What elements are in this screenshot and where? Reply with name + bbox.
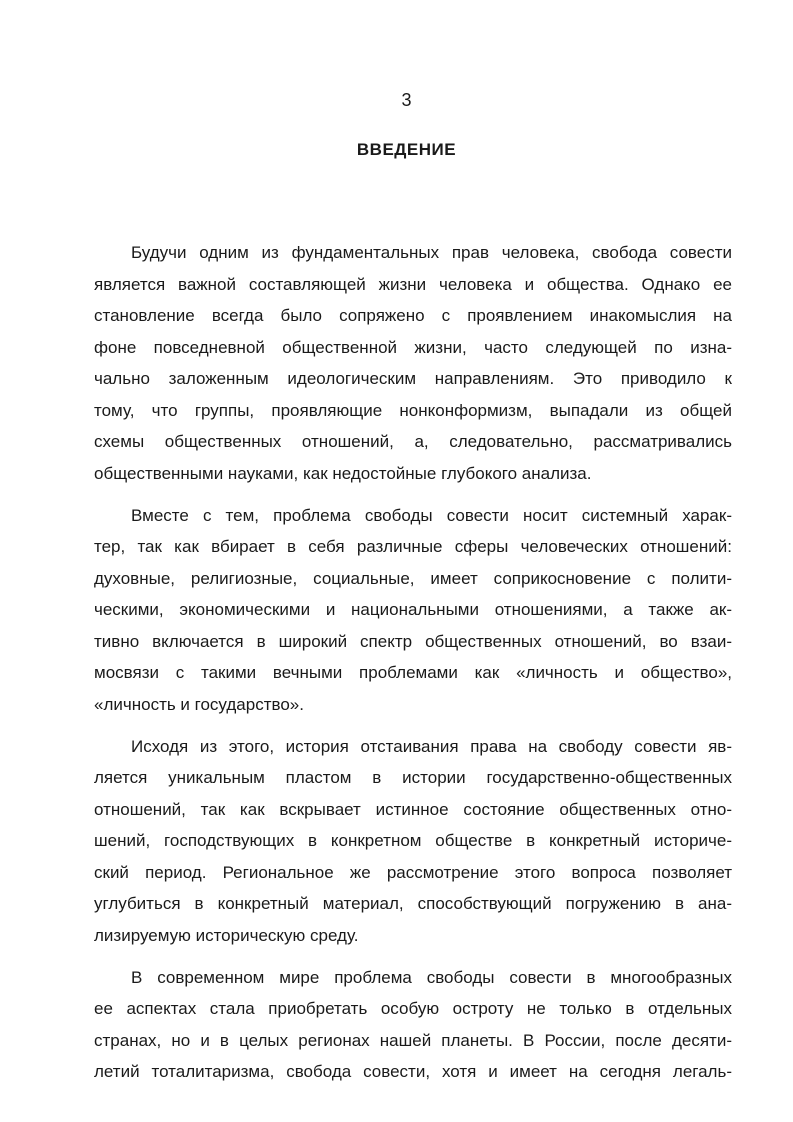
- text-line: чально заложенным идеологическим направлениям. Это приводило к: [94, 369, 732, 388]
- text-line: ческими, экономическими и национальными отношениями, а также ак-: [94, 600, 732, 619]
- text-line: шений, господствующих в конкретном обществе в конкретный историче-: [94, 831, 732, 850]
- text-line: тивно включается в широкий спектр общественных отношений, во взаи-: [94, 631, 732, 651]
- paragraph-gap: [94, 720, 732, 731]
- text-line: тому, что группы, проявляющие нонконформизм, выпадали из общей: [94, 400, 732, 420]
- paragraph: [94, 962, 732, 1088]
- text-line: мосвязи с такими вечными проблемами как «личность и общество»,: [94, 663, 732, 682]
- text-line: духовные, религиозные, социальные, имеет соприкосновение с полити-: [94, 568, 732, 588]
- text-line: общественными науками, как недостойные глубокого анализа.: [94, 463, 592, 483]
- page-number: 3: [401, 90, 412, 110]
- text-line: Будучи одним из фундаментальных прав человека, свобода совести: [131, 243, 732, 262]
- text-line: «личность и государство».: [94, 694, 304, 714]
- text-line: ее аспектах стала приобретать особую остроту не только в отдельных: [94, 999, 732, 1018]
- body-text: [94, 237, 732, 1088]
- text-line: Исходя из этого, история отстаивания права на свободу совести яв-: [131, 736, 732, 756]
- text-line: схемы общественных отношений, а, следовательно, рассматривались: [94, 432, 732, 451]
- text-line: отношений, так как вскрывает истинное состояние общественных отно-: [94, 799, 732, 819]
- paragraph-gap: [94, 951, 732, 962]
- paragraph: [94, 500, 732, 721]
- paragraph: [94, 237, 732, 489]
- paragraph-gap: [94, 489, 732, 500]
- text-line: странах, но и в целых регионах нашей планеты. В России, после десяти-: [94, 1030, 732, 1050]
- text-line: является важной составляющей жизни человека и общества. Однако ее: [94, 274, 732, 294]
- paragraph: [94, 731, 732, 952]
- text-line: фоне повседневной общественной жизни, часто следующей по изна-: [94, 337, 732, 357]
- text-line: лизируемую историческую среду.: [94, 925, 359, 945]
- text-line: ляется уникальным пластом в истории государственно-общественных: [94, 768, 732, 787]
- text-line: ский период. Региональное же рассмотрение этого вопроса позволяет: [94, 862, 732, 882]
- text-line: летий тоталитаризма, свобода совести, хотя и имеет на сегодня легаль-: [94, 1062, 732, 1081]
- text-line: становление всегда было сопряжено с проявлением инакомыслия на: [94, 306, 732, 325]
- text-line: Вместе с тем, проблема свободы совести носит системный харак-: [131, 505, 732, 525]
- text-line: В современном мире проблема свободы совести в многообразных: [131, 967, 732, 987]
- text-line: углубиться в конкретный материал, способствующий погружению в ана-: [94, 894, 732, 913]
- text-line: тер, так как вбирает в себя различные сферы человеческих отношений:: [94, 537, 732, 556]
- section-heading: ВВЕДЕНИЕ: [356, 140, 457, 159]
